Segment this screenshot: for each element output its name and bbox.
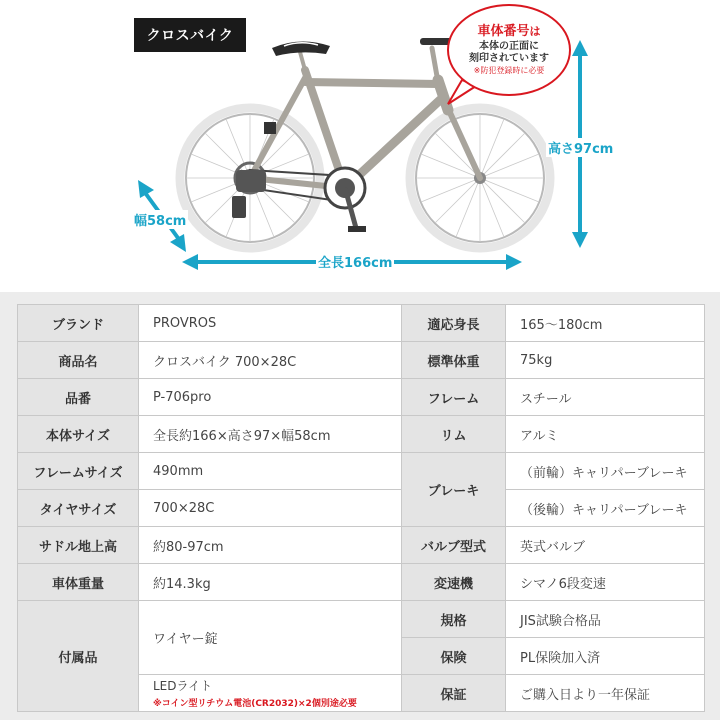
spec-key: 保証 (402, 675, 506, 712)
table-row (18, 379, 705, 416)
spec-value: アルミ (506, 416, 705, 453)
spec-key: 車体重量 (18, 564, 139, 601)
spec-key: リム (402, 416, 506, 453)
spec-key: ブランド (18, 305, 139, 342)
callout-line-2: 刻印されています (469, 53, 549, 65)
spec-key: タイヤサイズ (18, 490, 139, 527)
spec-value: 165～180cm (506, 305, 705, 342)
spec-key: 保険 (402, 638, 506, 675)
spec-key-brake: ブレーキ (402, 453, 506, 527)
table-row (18, 490, 705, 527)
callout-title (477, 24, 540, 40)
drivetrain (232, 122, 366, 232)
table-row (18, 564, 705, 601)
table-row (18, 527, 705, 564)
spec-value: 700×28C (139, 490, 402, 527)
spec-key: バルブ型式 (402, 527, 506, 564)
callout-line-1: 本体の正面に (479, 40, 539, 52)
width-dimension-label: 幅58cm (132, 210, 188, 229)
spec-key: 商品名 (18, 342, 139, 379)
spec-value: シマノ6段変速 (506, 564, 705, 601)
spec-key: 品番 (18, 379, 139, 416)
spec-value: 約14.3kg (139, 564, 402, 601)
callout-note: ※防犯登録時に必要 (473, 65, 545, 75)
spec-table (17, 304, 705, 712)
spec-value: 490mm (139, 453, 402, 490)
height-dimension-label: 高さ97cm (546, 138, 615, 157)
spec-value: 約80-97cm (139, 527, 402, 564)
spec-section (0, 292, 720, 720)
spec-value: 75kg (506, 342, 705, 379)
spec-value: クロスバイク 700×28C (139, 342, 402, 379)
model-label: クロスバイク (134, 18, 246, 52)
spec-value: 英式バルブ (506, 527, 705, 564)
table-row (18, 453, 705, 490)
spec-value: JIS試験合格品 (506, 601, 705, 638)
length-dimension-label: 全長166cm (316, 252, 394, 271)
spec-value: スチール (506, 379, 705, 416)
frame-number-callout (447, 4, 571, 96)
spec-key-accessories: 付属品 (18, 601, 139, 712)
spec-value-led-light (139, 675, 402, 712)
spec-key: サドル地上高 (18, 527, 139, 564)
callout-title-suffix: は (529, 25, 541, 39)
spec-value: （前輪）キャリパーブレーキ (506, 453, 705, 490)
table-row (18, 416, 705, 453)
spec-value: PL保険加入済 (506, 638, 705, 675)
spec-key: フレーム (402, 379, 506, 416)
product-hero (0, 0, 720, 292)
led-battery-note: ※コイン型リチウム電池(CR2032)×2個別途必要 (153, 699, 357, 709)
callout-title-text: 車体番号 (477, 24, 530, 40)
spec-value: （後輪）キャリパーブレーキ (506, 490, 705, 527)
spec-value: PROVROS (139, 305, 402, 342)
spec-value: 全長約166×高さ97×幅58cm (139, 416, 402, 453)
table-row (18, 342, 705, 379)
spec-key: 本体サイズ (18, 416, 139, 453)
spec-key: 標準体重 (402, 342, 506, 379)
table-row (18, 305, 705, 342)
led-light-label: LEDライト (153, 679, 213, 693)
spec-key: 適応身長 (402, 305, 506, 342)
spec-value-wire-lock: ワイヤー錠 (139, 601, 402, 675)
table-row (18, 601, 705, 638)
spec-key: 規格 (402, 601, 506, 638)
spec-value: ご購入日より一年保証 (506, 675, 705, 712)
spec-key: 変速機 (402, 564, 506, 601)
spec-key: フレームサイズ (18, 453, 139, 490)
spec-value: P-706pro (139, 379, 402, 416)
